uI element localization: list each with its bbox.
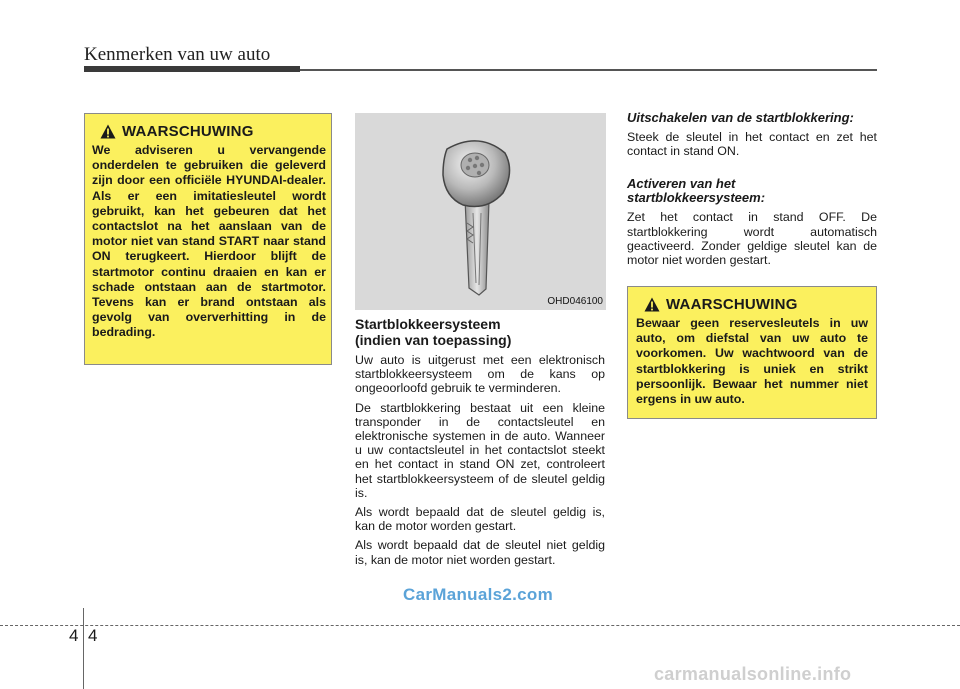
header-rule-thin bbox=[300, 69, 877, 71]
warning-triangle-icon bbox=[644, 297, 660, 312]
section-title-line1: Startblokkeersysteem bbox=[355, 316, 501, 332]
activate-text: Zet het contact in stand OFF. De startblokkering wordt automatisch geactiveerd. Zonder geldige sleutel kan de motor niet worden gestart. bbox=[627, 210, 877, 268]
figure-code: OHD046100 bbox=[547, 296, 603, 307]
paragraph: Uw auto is uitgerust met een elektronisch startblokkeersysteem om de kans op ongeoorloofd gebruik te verminderen. bbox=[355, 353, 605, 396]
section-title bbox=[355, 316, 605, 348]
header-title: Kenmerken van uw auto bbox=[84, 44, 271, 65]
paragraph: De startblokkering bestaat uit een kleine transponder in de contactsleutel en elektronische systemen in de auto. Wanneer u uw contactsleutel in het contactslot steekt en het contact in stand ON zet, controleert het startblokkeersysteem of de sleutel geldig is. bbox=[355, 400, 605, 500]
chapter-number: 4 bbox=[69, 626, 79, 645]
warning-box-spare-keys bbox=[627, 286, 877, 419]
footer-divider bbox=[83, 608, 84, 689]
warning-body: Bewaar geen reservesleutels in uw auto, om diefstal van uw auto te voorkomen. Uw wachtwoord van de startblokkering is uniek en strikt persoonlijk. Bewaar het nummer niet ergens in uw auto. bbox=[636, 316, 868, 407]
warning-heading bbox=[100, 123, 326, 140]
activate-title-line2: startblokkeersysteem: bbox=[627, 190, 766, 206]
header-rule-thick bbox=[84, 66, 300, 72]
section-title-line2: (indien van toepassing) bbox=[355, 332, 512, 348]
warning-heading bbox=[644, 296, 868, 313]
warning-triangle-icon bbox=[100, 124, 116, 139]
paragraph: Als wordt bepaald dat de sleutel geldig is, kan de motor worden gestart. bbox=[355, 505, 605, 534]
watermark-overlay: CarManuals2.com bbox=[403, 585, 553, 604]
watermark-bottom: carmanualsonline.info bbox=[654, 664, 852, 684]
deactivate-title: Uitschakelen van de startblokkering: bbox=[627, 110, 854, 125]
car-key-icon bbox=[355, 113, 606, 310]
page-number: 4 bbox=[88, 626, 98, 645]
footer-rule bbox=[0, 625, 960, 626]
warning-body: We adviseren u vervangende onderdelen te gebruiken die geleverd zijn door een officiële HYUNDAI-dealer. Als er een imitatiesleutel wordt gebruikt, kan het gebeuren dat het contactslot na het aanslaan van de motor niet van stand START naar stand ON terugkeert. Hierdoor blijft de startmotor continu draaien en kan er schade ontstaan aan de startmotor. Tevens kan er brand ontstaan als gevolg van oververhitting in de bedrading. bbox=[92, 143, 326, 340]
warning-box-key-imitation bbox=[84, 113, 332, 365]
warning-title: WAARSCHUWING bbox=[666, 296, 798, 313]
activate-title bbox=[627, 177, 877, 205]
warning-title: WAARSCHUWING bbox=[122, 123, 254, 140]
paragraph: Als wordt bepaald dat de sleutel niet geldig is, kan de motor niet worden gestart. bbox=[355, 538, 605, 567]
deactivate-text: Steek de sleutel in het contact en zet het contact in stand ON. bbox=[627, 130, 877, 159]
immobilizer-section bbox=[355, 316, 605, 572]
key-figure bbox=[355, 113, 606, 310]
activate-title-line1: Activeren van het bbox=[627, 176, 736, 192]
immobilizer-operation bbox=[627, 111, 877, 272]
